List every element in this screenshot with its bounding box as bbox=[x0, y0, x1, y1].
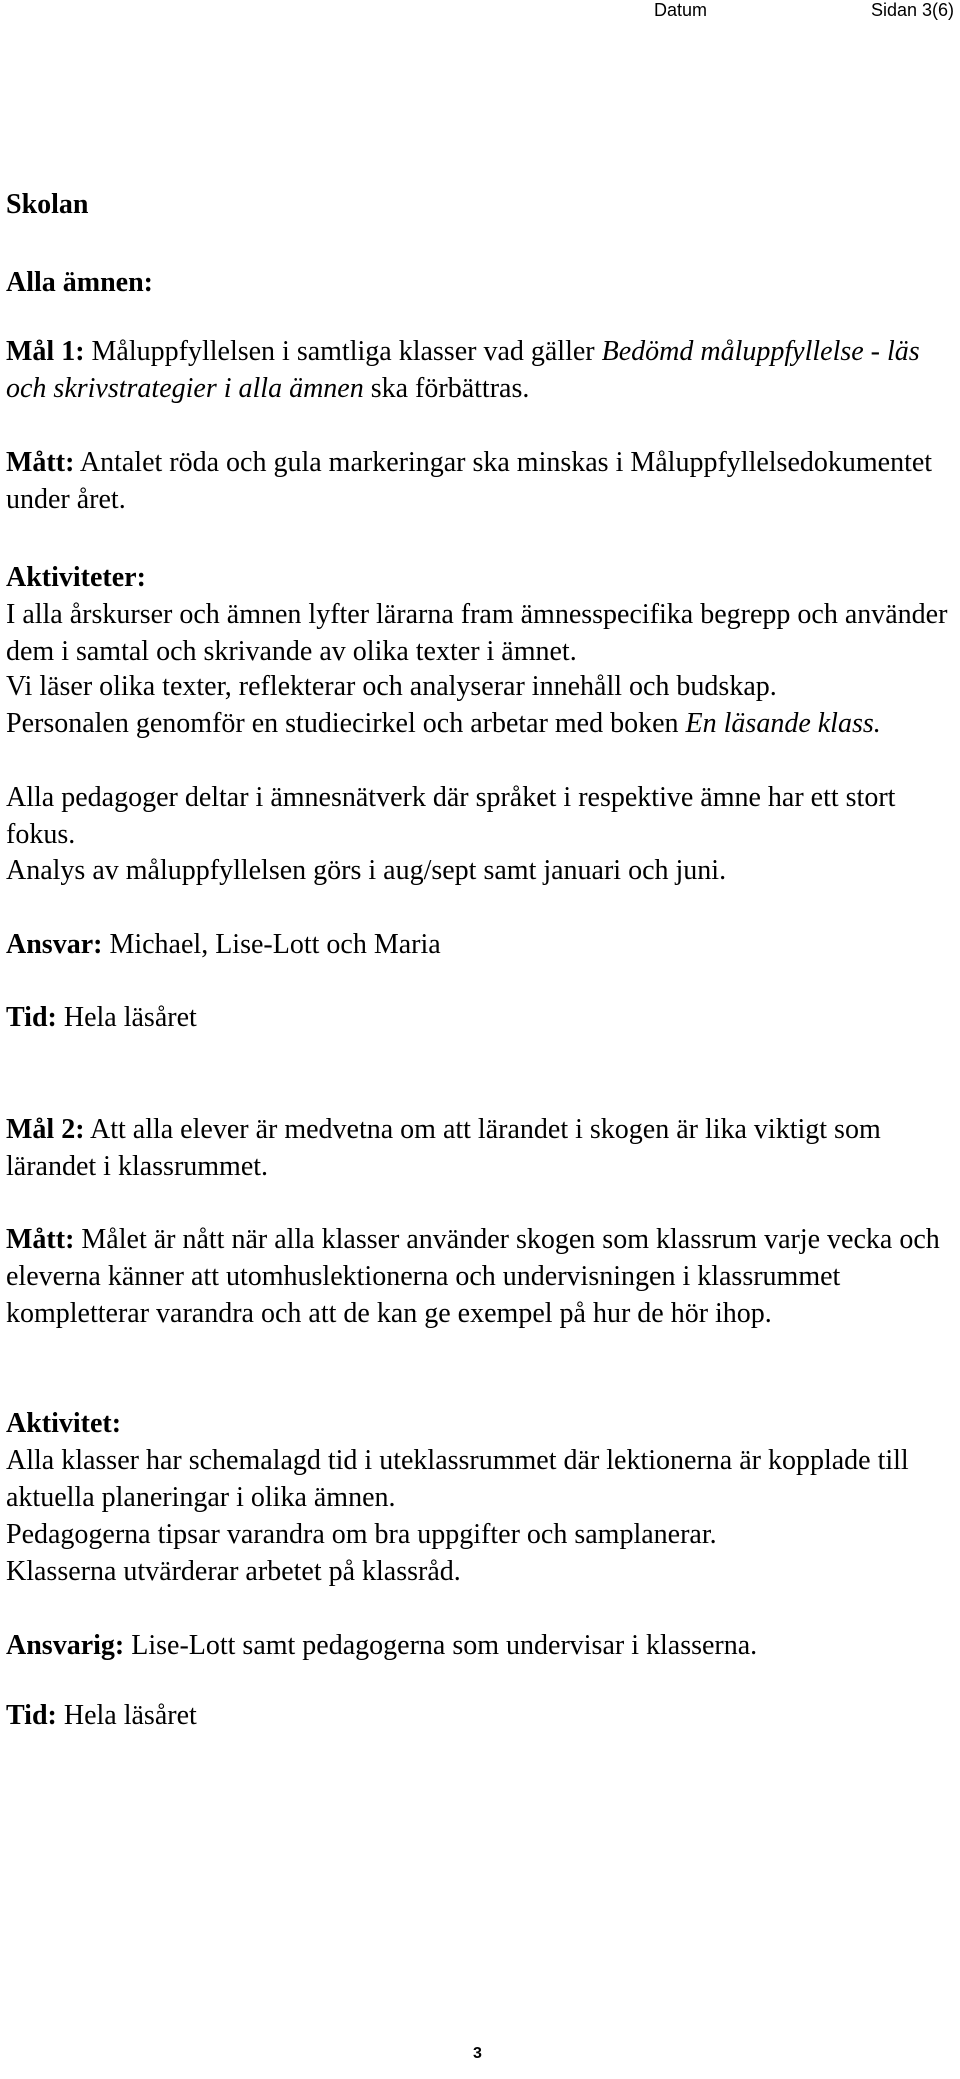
header-date-label: Datum bbox=[654, 0, 708, 20]
section-title: Skolan bbox=[6, 189, 89, 220]
goal-2-responsible-text: Lise-Lott samt pedagogerna som undervisar i klasserna. bbox=[124, 1630, 758, 1661]
goal-1-activity-2: Vi läser olika texter, reflekterar och analyserar innehåll och budskap. bbox=[6, 671, 777, 702]
goal-2-measure-text: Målet är nått när alla klasser använder skogen som klassrum varje vecka och eleverna känner att utomhuslektionerna och undervisningen i klassrummet kompletterar varandra och att de kan ge exempel på hur de hör ihop. bbox=[6, 1224, 940, 1329]
section-subtitle: Alla ämnen: bbox=[6, 267, 153, 298]
goal-1-activity-5: Analys av måluppfyllelsen görs i aug/sept samt januari och juni. bbox=[6, 855, 727, 886]
goal-1-activity-3 bbox=[6, 705, 956, 742]
goal-1-responsible bbox=[6, 926, 956, 963]
header-page-label: Sidan 3(6) bbox=[870, 0, 954, 20]
goal-1-measure-label: Mått: bbox=[6, 447, 75, 478]
goal-1-activity-3-text: Personalen genomför en studiecirkel och arbetar med boken bbox=[6, 708, 686, 739]
goal-2-responsible bbox=[6, 1627, 956, 1664]
goal-1-activity-3-book: En läsande klass. bbox=[685, 708, 881, 739]
goal-2-activity-label: Aktivitet: bbox=[6, 1408, 122, 1439]
goal-1-measure bbox=[6, 444, 956, 518]
page-header bbox=[0, 0, 960, 20]
page-number: 3 bbox=[473, 2045, 482, 2062]
goal-2-label: Mål 2: bbox=[6, 1114, 85, 1145]
goal-1-activity-4: Alla pedagoger deltar i ämnesnätverk där språket i respektive ämne har ett stort fokus. bbox=[6, 782, 896, 850]
goal-1-text-em: Bedömd måluppfyllelse - läs och skrivstrategier i alla ämnen bbox=[6, 336, 920, 404]
goal-2-measure bbox=[6, 1221, 956, 1332]
goal-2-activity-1: Alla klasser har schemalagd tid i uteklassrummet där lektionerna är kopplade till aktuella planeringar i olika ämnen. bbox=[6, 1445, 909, 1513]
goal-1-label: Mål 1: bbox=[6, 336, 85, 367]
goal-1-time-text: Hela läsåret bbox=[56, 1002, 197, 1033]
goal-1-time-label: Tid: bbox=[6, 1002, 57, 1033]
goal-1-text-b: ska förbättras. bbox=[363, 373, 530, 404]
goal-1-activity-1: I alla årskurser och ämnen lyfter lärarna fram ämnesspecifika begrepp och använder dem i samtal och skrivande av olika texter i ämnet. bbox=[6, 599, 948, 667]
goal-2-measure-label: Mått: bbox=[6, 1224, 75, 1255]
goal-1-time bbox=[6, 999, 956, 1036]
goal-2-time bbox=[6, 1697, 956, 1734]
goal-1-measure-text: Antalet röda och gula markeringar ska minskas i Måluppfyllelsedokumentet under året. bbox=[6, 447, 933, 515]
goal-1-activities-label: Aktiviteter: bbox=[6, 562, 146, 593]
goal-2-text: Att alla elever är medvetna om att lärandet i skogen är lika viktigt som lärandet i klassrummet. bbox=[6, 1114, 881, 1182]
goal-2-activity-3: Klasserna utvärderar arbetet på klassråd. bbox=[6, 1556, 461, 1587]
goal-1-responsible-label: Ansvar: bbox=[6, 929, 103, 960]
goal-1-responsible-text: Michael, Lise-Lott och Maria bbox=[102, 929, 441, 960]
goal-2-statement bbox=[6, 1111, 956, 1185]
goal-1-text-a: Måluppfyllelsen i samtliga klasser vad gäller bbox=[84, 336, 602, 367]
goal-1-statement bbox=[6, 333, 956, 407]
goal-2-time-label: Tid: bbox=[6, 1700, 57, 1731]
goal-2-activity-2: Pedagogerna tipsar varandra om bra uppgifter och samplanerar. bbox=[6, 1519, 717, 1550]
goal-2-time-text: Hela läsåret bbox=[56, 1700, 197, 1731]
goal-2-responsible-label: Ansvarig: bbox=[6, 1630, 125, 1661]
